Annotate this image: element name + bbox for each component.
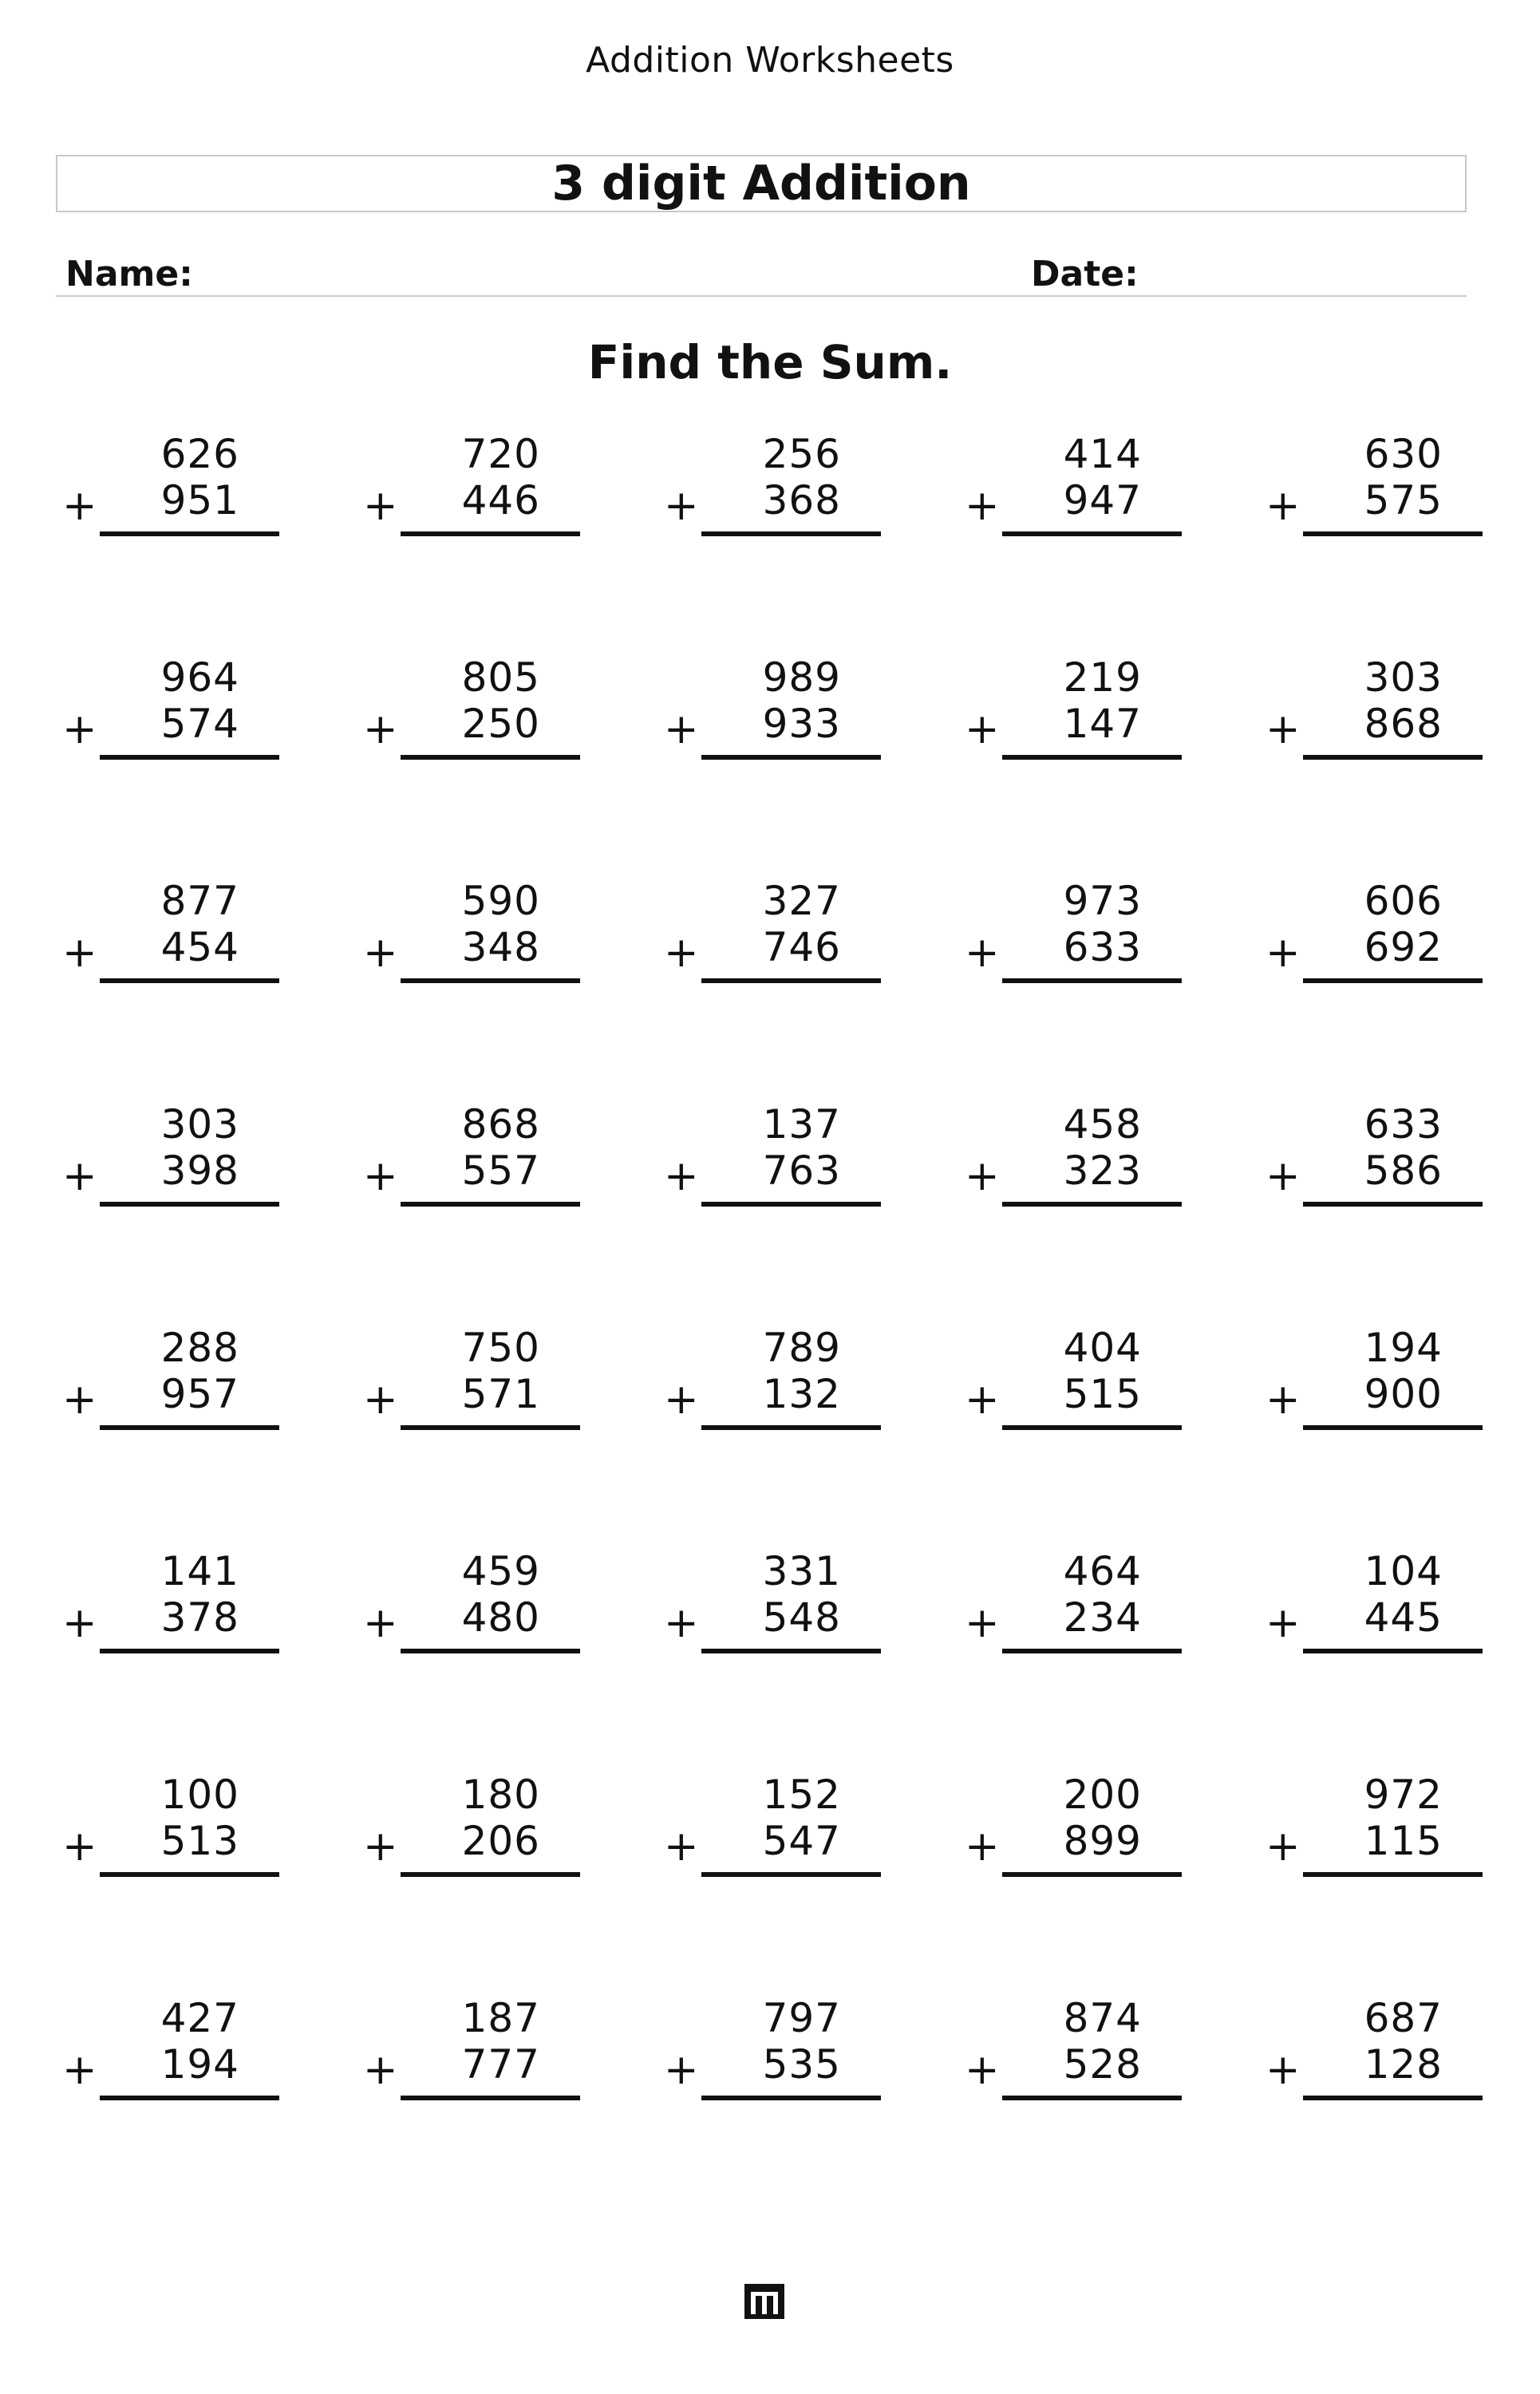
plus-sign: +: [363, 705, 398, 753]
answer-line: [1002, 978, 1182, 983]
bottom-addend: 528: [1063, 2041, 1142, 2088]
bottom-addend: 348: [461, 924, 540, 970]
answer-line: [401, 2096, 580, 2100]
addition-problem: [1259, 878, 1451, 990]
answer-line: [401, 531, 580, 536]
answer-line: [100, 978, 279, 983]
name-date-row: [56, 247, 1467, 297]
top-addend: 331: [762, 1548, 841, 1594]
bottom-addend: 368: [762, 477, 841, 523]
addition-problem: [958, 1548, 1150, 1660]
top-addend: 180: [461, 1772, 540, 1818]
plus-sign: +: [1266, 705, 1301, 753]
answer-line: [100, 1872, 279, 1877]
bottom-addend: 777: [461, 2041, 540, 2088]
answer-line: [1002, 531, 1182, 536]
answer-line: [401, 1649, 580, 1653]
top-addend: 100: [160, 1772, 239, 1818]
bottom-addend: 557: [461, 1148, 540, 1194]
top-addend: 805: [461, 654, 540, 701]
answer-line: [100, 1202, 279, 1207]
worksheet-title: 3 digit Addition: [551, 156, 971, 211]
plus-sign: +: [664, 482, 699, 530]
plus-sign: +: [62, 1376, 97, 1424]
top-addend: 720: [461, 431, 540, 477]
bottom-addend: 147: [1063, 701, 1142, 747]
bottom-addend: 234: [1063, 1594, 1142, 1641]
bottom-addend: 115: [1364, 1818, 1443, 1864]
bottom-addend: 957: [160, 1371, 239, 1417]
addition-problem: [56, 1325, 247, 1436]
addition-problem: [1259, 1995, 1451, 2107]
plus-sign: +: [62, 482, 97, 530]
answer-line: [1303, 1872, 1483, 1877]
bottom-addend: 633: [1063, 924, 1142, 970]
answer-line: [1303, 1425, 1483, 1430]
top-addend: 964: [160, 654, 239, 701]
top-addend: 626: [160, 431, 239, 477]
addition-problem: [56, 654, 247, 766]
top-addend: 303: [1364, 654, 1443, 701]
top-addend: 459: [461, 1548, 540, 1594]
top-addend: 989: [762, 654, 841, 701]
plus-sign: +: [363, 929, 398, 977]
top-addend: 687: [1364, 1995, 1443, 2041]
addition-problem: [958, 1995, 1150, 2107]
top-addend: 256: [762, 431, 841, 477]
plus-sign: +: [1266, 1376, 1301, 1424]
addition-problem: [1259, 1325, 1451, 1436]
addition-problem: [657, 1995, 849, 2107]
top-addend: 137: [762, 1101, 841, 1148]
plus-sign: +: [1266, 2046, 1301, 2094]
addition-problem: [56, 1995, 247, 2107]
answer-line: [1002, 2096, 1182, 2100]
top-addend: 464: [1063, 1548, 1142, 1594]
bottom-addend: 933: [762, 701, 841, 747]
plus-sign: +: [965, 482, 1000, 530]
addition-problem: [657, 1772, 849, 1883]
plus-sign: +: [664, 2046, 699, 2094]
plus-sign: +: [965, 929, 1000, 977]
bottom-addend: 947: [1063, 477, 1142, 523]
addition-problem: [357, 1772, 548, 1883]
answer-line: [1002, 1649, 1182, 1653]
top-addend: 789: [762, 1325, 841, 1371]
plus-sign: +: [664, 1376, 699, 1424]
addition-problem: [657, 431, 849, 543]
answer-line: [701, 1425, 881, 1430]
bottom-addend: 575: [1364, 477, 1443, 523]
answer-line: [401, 1872, 580, 1877]
top-addend: 973: [1063, 878, 1142, 924]
top-addend: 606: [1364, 878, 1443, 924]
addition-problem: [56, 878, 247, 990]
bottom-addend: 571: [461, 1371, 540, 1417]
bottom-addend: 194: [160, 2041, 239, 2088]
plus-sign: +: [62, 1152, 97, 1200]
answer-line: [701, 755, 881, 760]
answer-line: [401, 1425, 580, 1430]
bottom-addend: 586: [1364, 1148, 1443, 1194]
plus-sign: +: [965, 705, 1000, 753]
plus-sign: +: [965, 1152, 1000, 1200]
answer-line: [100, 2096, 279, 2100]
answer-line: [1303, 1202, 1483, 1207]
site-header-title: Addition Worksheets: [586, 40, 954, 81]
bottom-addend: 868: [1364, 701, 1443, 747]
plus-sign: +: [363, 1599, 398, 1647]
addition-problem: [357, 1995, 548, 2107]
addition-problem: [56, 1772, 247, 1883]
top-addend: 797: [762, 1995, 841, 2041]
answer-line: [100, 531, 279, 536]
worksheet-title-box: [56, 155, 1467, 212]
plus-sign: +: [1266, 482, 1301, 530]
top-addend: 288: [160, 1325, 239, 1371]
top-addend: 327: [762, 878, 841, 924]
plus-sign: +: [363, 1152, 398, 1200]
top-addend: 200: [1063, 1772, 1142, 1818]
bottom-addend: 574: [160, 701, 239, 747]
answer-line: [1303, 755, 1483, 760]
plus-sign: +: [965, 1599, 1000, 1647]
answer-line: [401, 755, 580, 760]
addition-problem: [357, 654, 548, 766]
answer-line: [701, 2096, 881, 2100]
top-addend: 404: [1063, 1325, 1142, 1371]
plus-sign: +: [664, 929, 699, 977]
addition-problem: [657, 1548, 849, 1660]
answer-line: [1303, 531, 1483, 536]
addition-problem: [657, 1101, 849, 1213]
addition-problem: [1259, 1772, 1451, 1883]
addition-problem: [56, 1101, 247, 1213]
answer-line: [1002, 755, 1182, 760]
plus-sign: +: [1266, 929, 1301, 977]
addition-problem: [958, 654, 1150, 766]
top-addend: 633: [1364, 1101, 1443, 1148]
bottom-addend: 515: [1063, 1371, 1142, 1417]
answer-line: [100, 755, 279, 760]
plus-sign: +: [1266, 1599, 1301, 1647]
top-addend: 750: [461, 1325, 540, 1371]
addition-problem: [357, 431, 548, 543]
bottom-addend: 206: [461, 1818, 540, 1864]
addition-problem: [958, 431, 1150, 543]
plus-sign: +: [1266, 1152, 1301, 1200]
top-addend: 219: [1063, 654, 1142, 701]
answer-line: [1002, 1425, 1182, 1430]
addition-problem: [657, 878, 849, 990]
answer-line: [701, 531, 881, 536]
plus-sign: +: [664, 1823, 699, 1871]
answer-line: [701, 978, 881, 983]
top-addend: 874: [1063, 1995, 1142, 2041]
addition-problem: [958, 1101, 1150, 1213]
plus-sign: +: [363, 482, 398, 530]
plus-sign: +: [363, 2046, 398, 2094]
answer-line: [1002, 1872, 1182, 1877]
bottom-addend: 445: [1364, 1594, 1443, 1641]
addition-problem: [357, 1325, 548, 1436]
plus-sign: +: [664, 1599, 699, 1647]
top-addend: 152: [762, 1772, 841, 1818]
addition-problem: [357, 1548, 548, 1660]
plus-sign: +: [62, 929, 97, 977]
bottom-addend: 398: [160, 1148, 239, 1194]
top-addend: 104: [1364, 1548, 1443, 1594]
bottom-addend: 746: [762, 924, 841, 970]
answer-line: [401, 978, 580, 983]
bottom-addend: 899: [1063, 1818, 1142, 1864]
bottom-addend: 132: [762, 1371, 841, 1417]
bottom-addend: 446: [461, 477, 540, 523]
top-addend: 630: [1364, 431, 1443, 477]
bottom-addend: 250: [461, 701, 540, 747]
plus-sign: +: [664, 705, 699, 753]
bottom-addend: 900: [1364, 1371, 1443, 1417]
bottom-addend: 763: [762, 1148, 841, 1194]
top-addend: 972: [1364, 1772, 1443, 1818]
addition-problem: [357, 1101, 548, 1213]
addition-problem: [958, 1325, 1150, 1436]
plus-sign: +: [965, 2046, 1000, 2094]
bottom-addend: 323: [1063, 1148, 1142, 1194]
answer-line: [1303, 2096, 1483, 2100]
bottom-addend: 692: [1364, 924, 1443, 970]
addition-problem: [958, 1772, 1150, 1883]
answer-line: [1303, 1649, 1483, 1653]
addition-problem: [657, 654, 849, 766]
plus-sign: +: [965, 1376, 1000, 1424]
answer-line: [401, 1202, 580, 1207]
plus-sign: +: [62, 1823, 97, 1871]
top-addend: 141: [160, 1548, 239, 1594]
answer-line: [701, 1872, 881, 1877]
top-addend: 458: [1063, 1101, 1142, 1148]
bottom-addend: 513: [160, 1818, 239, 1864]
answer-line: [100, 1425, 279, 1430]
plus-sign: +: [363, 1823, 398, 1871]
plus-sign: +: [1266, 1823, 1301, 1871]
addition-problem: [1259, 654, 1451, 766]
bottom-addend: 128: [1364, 2041, 1443, 2088]
bottom-addend: 378: [160, 1594, 239, 1641]
addition-problem: [958, 878, 1150, 990]
bottom-addend: 454: [160, 924, 239, 970]
plus-sign: +: [62, 2046, 97, 2094]
addition-problem: [56, 1548, 247, 1660]
answer-line: [1002, 1202, 1182, 1207]
site-logo-icon: [744, 2284, 784, 2319]
bottom-addend: 547: [762, 1818, 841, 1864]
name-label: Name:: [65, 254, 193, 294]
plus-sign: +: [965, 1823, 1000, 1871]
answer-line: [1303, 978, 1483, 983]
answer-line: [701, 1202, 881, 1207]
top-addend: 877: [160, 878, 239, 924]
bottom-addend: 548: [762, 1594, 841, 1641]
addition-problem: [1259, 1101, 1451, 1213]
answer-line: [701, 1649, 881, 1653]
plus-sign: +: [363, 1376, 398, 1424]
top-addend: 187: [461, 1995, 540, 2041]
addition-problem: [1259, 1548, 1451, 1660]
bottom-addend: 480: [461, 1594, 540, 1641]
addition-problem: [56, 431, 247, 543]
answer-line: [100, 1649, 279, 1653]
plus-sign: +: [62, 1599, 97, 1647]
addition-problem: [357, 878, 548, 990]
top-addend: 303: [160, 1101, 239, 1148]
plus-sign: +: [664, 1152, 699, 1200]
instruction-text: Find the Sum.: [587, 335, 953, 389]
bottom-addend: 535: [762, 2041, 841, 2088]
bottom-addend: 951: [160, 477, 239, 523]
top-addend: 868: [461, 1101, 540, 1148]
top-addend: 427: [160, 1995, 239, 2041]
top-addend: 194: [1364, 1325, 1443, 1371]
addition-problem: [1259, 431, 1451, 543]
top-addend: 414: [1063, 431, 1142, 477]
plus-sign: +: [62, 705, 97, 753]
addition-problem: [657, 1325, 849, 1436]
date-label: Date:: [1031, 254, 1139, 294]
top-addend: 590: [461, 878, 540, 924]
